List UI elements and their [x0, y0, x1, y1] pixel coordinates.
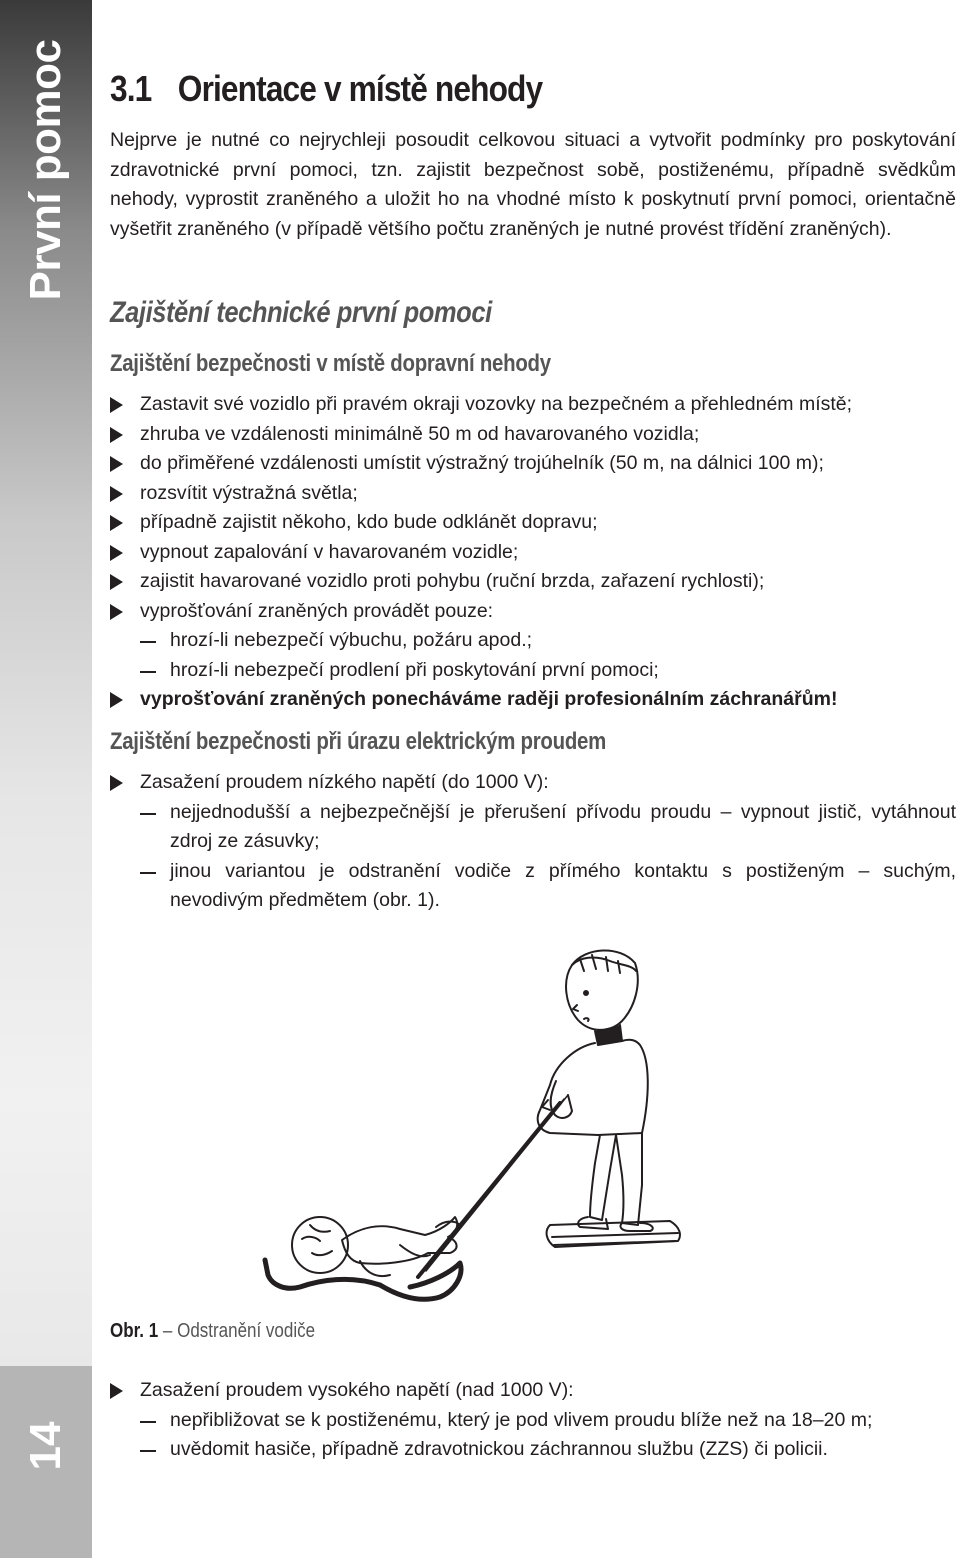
- figure-caption: [110, 1320, 315, 1343]
- traffic-list: [110, 390, 956, 715]
- section-number: 3.1: [110, 68, 152, 109]
- figure-label: Obr. 1: [110, 1320, 159, 1342]
- victim-figure: [292, 1217, 460, 1276]
- list-item: vyprošťování zraněných provádět pouze:: [110, 597, 956, 627]
- section-title-text: Orientace v místě nehody: [177, 68, 543, 109]
- wooden-stick: [418, 1095, 568, 1277]
- list-item: zhruba ve vzdálenosti minimálně 50 m od havarovaného vozidla;: [110, 420, 956, 450]
- list-item: zajistit havarované vozidlo proti pohybu (ruční brzda, zařazení rychlosti);: [110, 567, 956, 597]
- list-subitem: hrozí-li nebezpečí prodlení při poskytování první pomoci;: [110, 656, 956, 686]
- list-item-emphasis: vyprošťování zraněných ponecháváme raději profesionálním záchranářům!: [110, 685, 956, 715]
- list-item: Zastavit své vozidlo při pravém okraji vozovky na bezpečném a přehledném místě;: [110, 390, 956, 420]
- list-item: případně zajistit někoho, kdo bude odklánět dopravu;: [110, 508, 956, 538]
- intro-paragraph: Nejprve je nutné co nejrychleji posoudit celkovou situaci a vytvořit podmínky pro poskytování zdravotnické první pomoci, tzn. zajistit bezpečnost sobě, postiženému, případně svědkům nehody, vyprostit zraněného a uložit ho na vhodné místo k poskytnutí první pomoci, orientačně vyšetřit zraněného (v případě většího počtu zraněných je nutné provést třídění zraněných).: [110, 129, 956, 240]
- electric-list: [110, 768, 956, 916]
- figure-illustration: [250, 935, 710, 1305]
- list-subitem: nepřibližovat se k postiženému, který je pod vlivem proudu blíže než na 18–20 m;: [110, 1406, 956, 1436]
- list-subitem: nejjednodušší a nejbezpečnější je přerušení přívodu proudu – vypnout jistič, vytáhnout zdroj ze zásuvky;: [110, 798, 956, 857]
- figure-caption-text: – Odstranění vodiče: [158, 1320, 316, 1342]
- subheading: Zajištění technické první pomoci: [110, 296, 492, 329]
- list-item: Zasažení proudem nízkého napětí (do 1000 V):: [110, 768, 956, 798]
- list-item: do přiměřené vzdálenosti umístit výstražný trojúhelník (50 m, na dálnici 100 m);: [110, 449, 956, 479]
- high-voltage-list: [110, 1376, 956, 1465]
- page-number: 14: [21, 1421, 70, 1471]
- list-subitem: hrozí-li nebezpečí výbuchu, požáru apod.;: [110, 626, 956, 656]
- list-item: Zasažení proudem vysokého napětí (nad 1000 V):: [110, 1376, 956, 1406]
- list-item: vypnout zapalování v havarovaném vozidle;: [110, 538, 956, 568]
- list-subitem: uvědomit hasiče, případně zdravotnickou záchrannou službu (ZZS) či policii.: [110, 1435, 956, 1465]
- electric-heading: Zajištění bezpečnosti při úrazu elektrickým proudem: [110, 728, 607, 755]
- list-subitem: jinou variantou je odstranění vodiče z přímého kontaktu s postiženým – suchým, nevodivým předmětem (obr. 1).: [110, 857, 956, 916]
- sidebar-title: První pomoc: [21, 39, 70, 301]
- section-title: [110, 68, 542, 110]
- sidebar: [0, 0, 92, 1558]
- traffic-heading: Zajištění bezpečnosti v místě dopravní nehody: [110, 350, 551, 377]
- rescuer-figure: [538, 950, 680, 1247]
- list-item: rozsvítit výstražná světla;: [110, 479, 956, 509]
